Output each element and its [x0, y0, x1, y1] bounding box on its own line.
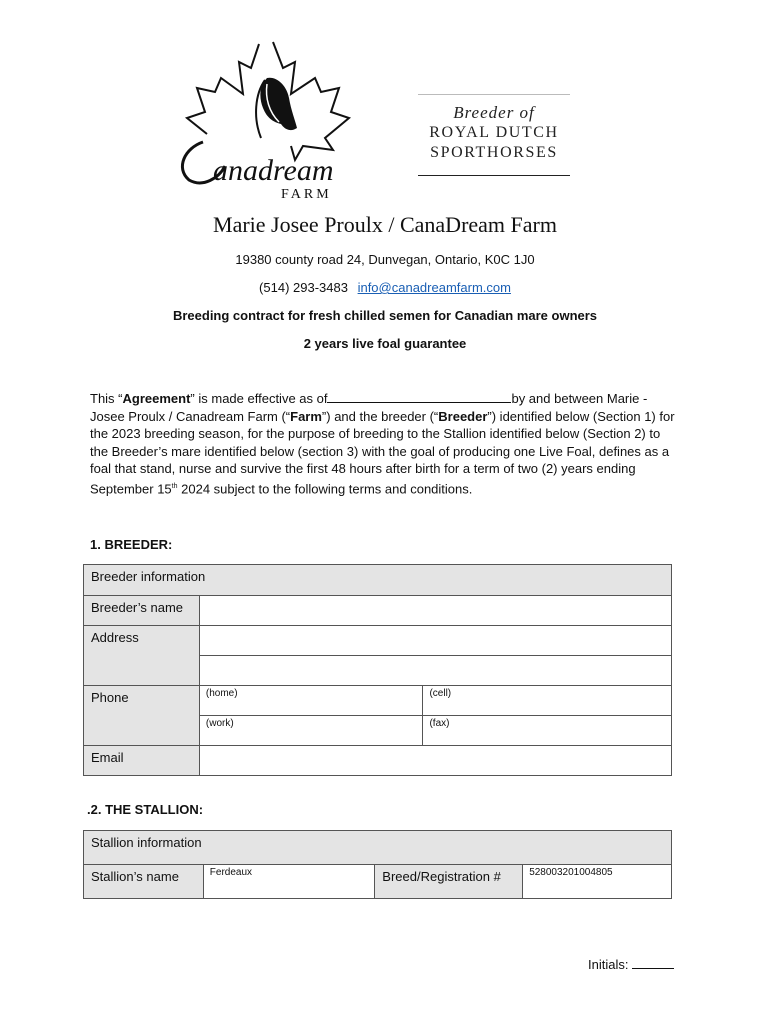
- guarantee-subtitle: 2 years live foal guarantee: [303, 336, 467, 351]
- agreement-paragraph: [90, 390, 680, 498]
- breeder-badge: [418, 94, 570, 176]
- stallion-table-header: Stallion information: [84, 831, 672, 865]
- breeder-info-table: [83, 564, 672, 776]
- sporthorses-text: SPORTHORSES: [430, 144, 558, 161]
- breed-registration-label: Breed/Registration #: [375, 865, 523, 899]
- breeder-table-header: Breeder information: [84, 565, 672, 596]
- address-label: Address: [84, 626, 200, 686]
- effective-date-blank[interactable]: [327, 391, 511, 403]
- farm-address: 19380 county road 24, Dunvegan, Ontario, K0C 1J0: [235, 252, 535, 267]
- royal-dutch-text: ROYAL DUTCH: [429, 124, 559, 141]
- breeder-name-field[interactable]: [199, 596, 671, 626]
- ordinal-suffix: th: [171, 482, 178, 490]
- address-field-line2[interactable]: [199, 656, 671, 686]
- intro-text: This “: [90, 391, 123, 406]
- email-field[interactable]: [199, 746, 671, 776]
- intro-text: ”) identified below (Section 1) for the 2023 breeding season, for the purpose of breeding to the Stallion identified below (Section 2) to the Breeder’s mare identified below (section 3) with the goal of producing one Live Foal, defines as a foal that stand, nurse and survive the first 48 hours after birth for a term of two (2) years ending September 15: [90, 408, 675, 497]
- phone-label: Phone: [84, 686, 200, 746]
- canadream-logo: [155, 38, 370, 203]
- initials-label: Initials:: [588, 957, 629, 972]
- section-stallion-heading: .2. THE STALLION:: [87, 802, 204, 817]
- intro-text: ”) and the breeder (“: [321, 408, 439, 424]
- fax-field[interactable]: (fax): [423, 716, 672, 746]
- email-label: Email: [84, 746, 200, 776]
- email-link[interactable]: info@canadreamfarm.com: [357, 280, 511, 295]
- phone-number: (514) 293-3483: [259, 280, 348, 295]
- contract-title: Breeding contract for fresh chilled semen for Canadian mare owners: [172, 308, 598, 323]
- stallion-name-value[interactable]: Ferdeaux: [203, 865, 375, 899]
- stallion-info-table: [83, 830, 672, 899]
- breeder-of-text: Breeder of: [453, 103, 535, 122]
- breed-registration-value[interactable]: 528003201004805: [523, 865, 672, 899]
- section-breeder-heading: 1. BREEDER:: [90, 537, 173, 552]
- address-field-line1[interactable]: [199, 626, 671, 656]
- svg-text:FARM: FARM: [281, 187, 332, 202]
- intro-text: ” is made effective as of: [190, 391, 328, 406]
- page-title: Marie Josee Proulx / CanaDream Farm: [213, 212, 557, 237]
- initials-line: [588, 957, 674, 972]
- phone-home-field[interactable]: (home): [199, 686, 423, 716]
- agreement-term: Agreement: [122, 391, 191, 406]
- intro-text: by and between Marie - Josee Proulx / Canadream Farm (“: [90, 391, 648, 424]
- phone-cell-field[interactable]: (cell): [423, 686, 672, 716]
- farm-term: Farm: [290, 408, 322, 424]
- breeder-name-label: Breeder’s name: [84, 596, 200, 626]
- breeder-term: Breeder: [438, 408, 488, 424]
- initials-blank[interactable]: [632, 957, 674, 969]
- svg-text:anadream: anadream: [213, 154, 334, 187]
- contact-line: [0, 280, 770, 295]
- maple-leaf-horse-icon: [155, 38, 370, 203]
- intro-text: 2024 subject to the following terms and conditions.: [177, 481, 473, 497]
- stallion-name-label: Stallion’s name: [84, 865, 204, 899]
- phone-work-field[interactable]: (work): [199, 716, 423, 746]
